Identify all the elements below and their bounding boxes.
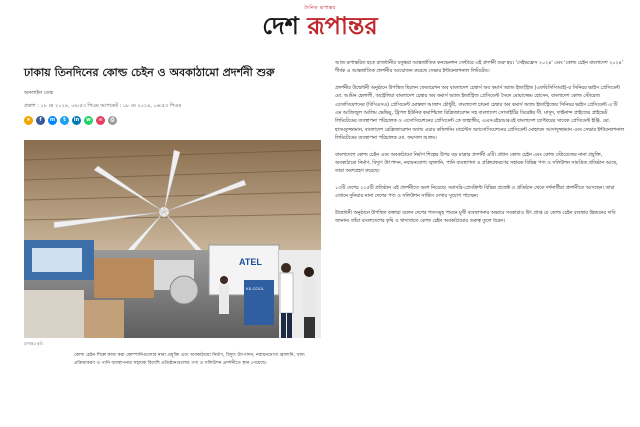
bookmark-icon[interactable]: ★ xyxy=(24,116,33,125)
site-logo[interactable] xyxy=(0,12,640,40)
masthead xyxy=(0,4,640,44)
article-photo xyxy=(24,140,321,338)
article-body xyxy=(335,60,625,235)
copy-link-icon[interactable]: ∞ xyxy=(96,116,105,125)
print-icon[interactable]: ⎙ xyxy=(108,116,117,125)
linkedin-icon[interactable]: in xyxy=(73,117,80,123)
body-paragraph: ১৩টি দেশের ২২৫টি প্রতিষ্ঠান এই প্রদর্শনীতে অংশ নিয়েছে। সরাসরি-প্রেসক্রিপ্ট বিভিন্ন প্রজেক্ট ও প্রতিষ্ঠান থেকে দর্শনার্থীরা প্রদর্শনীতে আসছেন। তারা এখানে দুনিয়ার নানা দেশের পণ্য ও সলিউশন সার্ভিস দেখার সুযোগ পাচ্ছেন। xyxy=(335,185,615,200)
share-bar xyxy=(24,116,117,125)
twitter-icon[interactable]: t xyxy=(60,116,69,125)
body-paragraph: বাংলাদেশে কোল্ড চেইন এবং অবকাঠামো নির্মাণ শিল্পের উপর বড় মাত্রার প্রদর্শনী এটি। প্রধান কোল্ড চেইন এবং কোল্ড স্টোরেজের নানা প্রযুক্তি, অবকাঠামো নির্মাণ, বিদ্যুৎ উৎপাদন, নবায়নযোগ্য জ্বালানি, পানি ব্যবস্থাপনা ও প্রক্রিয়াকরণের সহায়ক বিভিন্ন পণ্য ও সলিউশন সামগ্রিক প্রতিষ্ঠান আছে, তারা অংশগ্রহণ করেছে। xyxy=(335,152,618,175)
logo-part-desh: দেশ xyxy=(262,11,299,40)
body-paragraph: প্রদর্শনীর উদ্বোধনী অনুষ্ঠানে উপস্থিত ছিলেন ফেডারেশন অব বাংলাদেশ চেম্বার্স অব কমার্স অ্যান্ড ইন্ডাস্ট্রিজ (এফবিসিসিআই)-র সিনিয়র ভাইস প্রেসিডেন্ট মো. আমিন হেলালী, অস্ট্রেলিয়া বাংলাদেশ চেম্বার অব কমার্স অ্যান্ড ইন্ডাস্ট্রিজ প্রেসিডেন্ট সৈয়দ মোয়াজ্জেম হোসেন, বাংলাদেশ কোল্ড স্টোরেজ এসোসিয়েশনের (বিসিএসএ) প্রেসিডেন্ট মোস্তফা আজাদ চৌধুরী, বাংলাদেশ চায়না চেম্বার অব কমার্স অ্যান্ড ইন্ডাস্ট্রিজের সিনিয়র ভাইস প্রেসিডেন্ট এ টি এম আজিজুল আলিম ভেভিয়ু, ট্রিপল ইউনিক কমার্শিয়াল রিফ্রিজারেশন সহ বাংলাদেশ সোসাইটির ডিরেক্টর সী. মাসুদ, ফাইনান্স প্রাইজের প্রাইভেট লিমিটেডের ব্যবস্থাপনা পরিচালক ও এসোসিয়েশনের প্রেসিডেন্ট কে জাহাঙ্গীর, এএসএইচআরএই বাংলাদেশ চ্যাপ্টারের সাবেক প্রেসিডেন্ট ইঞ্জি. মো. হাসমতুজ্জামান, বাংলাদেশ রেফ্রিজারেশন অ্যান্ড এয়ার কন্ডিশনিং মার্চেন্টস অ্যাসোসিয়েশনের প্রেসিডেন্ট মোহাম্মদ আসাদুজ্জামান এবং সেভার ইন্টারন্যাশনাল লিমিটেডের ব্যবস্থাপনা পরিচালক মো. ফয়সাল আলম। xyxy=(335,85,625,142)
exhibition-hall-image xyxy=(24,140,321,338)
booth-sign-kscool: KS-COOL xyxy=(246,286,265,291)
photo-caption: কোল্ড চেইন শিল্পে কাজ করা কোম্পানিগুলোর নানা প্রযুক্তি এবং অবকাঠামো নির্মাণ, বিদ্যুৎ উৎপাদন, নবায়নযোগ্য জ্বালানি, খাদ্য প্রক্রিয়াকরণ ও পানি ব্যবস্থাপনার সহায়ক বিদেশি প্রতিষ্ঠানগুলোর পণ্য ও সলিউশন প্রদর্শনীতে স্থান পেয়েছে। xyxy=(74,353,305,366)
article-byline: অনলাইন ডেস্ক xyxy=(24,90,53,96)
body-paragraph: উদ্বোধনী অনুষ্ঠানে উপস্থিত বক্তারা বলেন দেশের শস্যসমূহ পাবনে মুখী ব্যবস্থাপনার অভাবে সবকারাও উৎ প্রাপ্ত যে কোল্ড চেইন ব্যবস্থার উন্নয়নের দাবি জানান। তাঁরা বাংলাদেশের কৃষি ও খাদ্যখাতে কোল্ড চেইন অবকাঠামোর গুরুত্ব তুলে ধরেন। xyxy=(335,210,616,225)
facebook-icon[interactable]: f xyxy=(36,116,45,125)
logo-part-rupantor: রূপান্তর xyxy=(307,11,378,40)
booth-sign-atel: ATEL xyxy=(239,257,262,267)
masthead-tagline: দৈনিক রূপান্তর xyxy=(304,5,336,11)
messenger-icon[interactable]: m xyxy=(49,117,56,123)
whatsapp-icon[interactable]: w xyxy=(84,116,93,125)
article-headline: ঢাকায় তিনদিনের কোল্ড চেইন ও অবকাঠামো প্রদর্শনী শুরু xyxy=(24,66,275,79)
article-dates: প্রকাশ : ১৮ মে ২০২৪, ০৬:৫৩ পিএম আপডেট : ১৮ মে ২০২৪, ০৬:৫৩ পিএম xyxy=(24,103,182,109)
body-paragraph: আজ রূপান্তরিত হতে রাজধানীর বসুন্ধরা আন্তর্জাতিক কনভেনশন সেন্টারে এই প্রদর্শনী শুরু হয়। 'সেইভফ্রেস ২০২৪' এবং 'কোল্ড চেইন বাংলাদেশ ২০২৪' শীর্ষক এ আন্তর্জাতিক প্রদর্শনীর আয়োজন করেছে সেভার ইন্টারন্যাশনাল লিমিটেড। xyxy=(335,61,623,75)
photo-credit: রূপান্তর ছবি xyxy=(24,341,43,346)
